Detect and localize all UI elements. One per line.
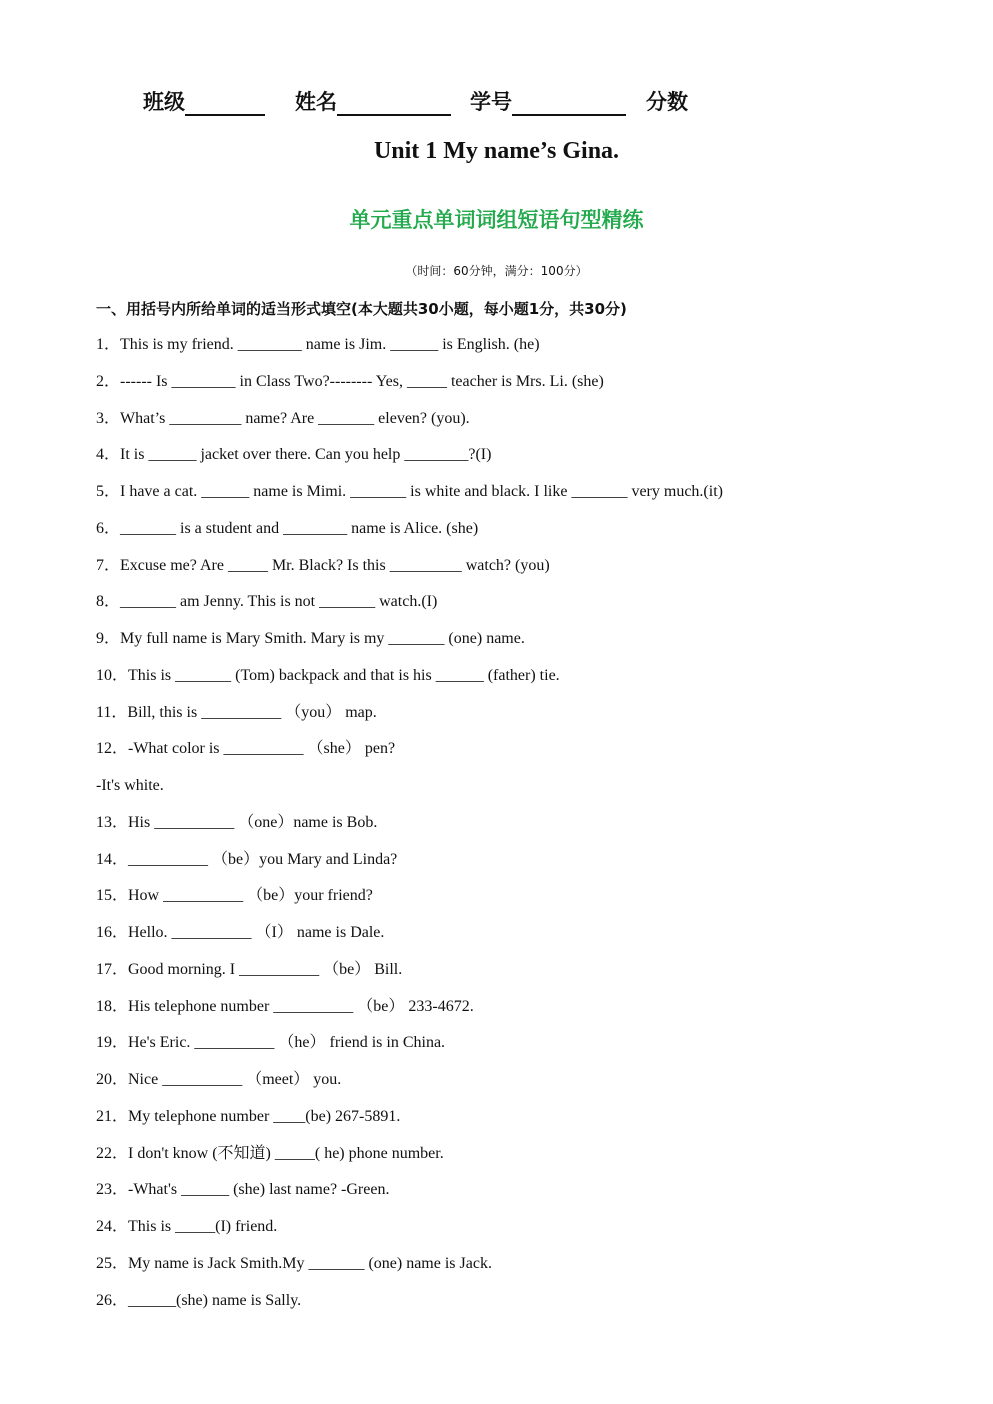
question-item: 21．My telephone number ____(be) 267-5891. <box>96 1107 401 1125</box>
name-label: 姓名 <box>295 90 337 114</box>
question-answer-line: -It's white. <box>96 777 164 794</box>
question-item: 24．This is _____(I) friend. <box>96 1218 278 1235</box>
question-item: 7．Excuse me? Are _____ Mr. Black? Is this _________ watch? (you) <box>96 556 550 574</box>
time-and-score-note: （时间：60分钟，满分：100分） <box>405 264 588 278</box>
question-item: 12．-What color is __________ （she） pen? <box>96 740 396 758</box>
question-item: 6．_______ is a student and ________ name is Alice. (she) <box>96 519 479 537</box>
name-blank <box>337 90 451 116</box>
question-item: 15．How __________ （be）your friend? <box>96 887 373 905</box>
section-1-title: 一、用括号内所给单词的适当形式填空(本大题共30小题，每小题1分，共30分) <box>96 300 627 318</box>
question-item: 1．This is my friend. ________ name is Jim. ______ is English. (he) <box>96 336 540 353</box>
class-label: 班级 <box>143 90 185 114</box>
score-label: 分数 <box>646 90 688 114</box>
question-item: 20．Nice __________ （meet） you. <box>96 1071 342 1088</box>
question-item: 8．_______ am Jenny. This is not _______ watch.(I) <box>96 593 438 611</box>
question-item: 10．This is _______ (Tom) backpack and that is his ______ (father) tie. <box>96 666 560 684</box>
question-item: 4．It is ______ jacket over there. Can you help ________?(I) <box>96 446 492 464</box>
question-item: 18．His telephone number __________ （be） 233-4672. <box>96 997 474 1015</box>
name-field <box>295 86 451 116</box>
unit-title: Unit 1 My name’s Gina. <box>373 138 620 164</box>
question-item: 19．He's Eric. __________ （he） friend is in China. <box>96 1034 446 1052</box>
class-blank <box>185 90 265 116</box>
student-info-header <box>143 86 703 120</box>
student-id-blank <box>512 90 626 116</box>
question-item: 11．Bill, this is __________ （you） map. <box>96 703 377 721</box>
question-item: 25．My name is Jack Smith.My _______ (one) name is Jack. <box>96 1254 492 1272</box>
student-id-field <box>470 86 626 116</box>
score-field <box>646 86 688 116</box>
question-item: 9．My full name is Mary Smith. Mary is my _______ (one) name. <box>96 630 525 647</box>
question-item: 2．------ Is ________ in Class Two?-------- Yes, _____ teacher is Mrs. Li. (she) <box>96 372 604 390</box>
question-item: 13．His __________ （one）name is Bob. <box>96 813 378 831</box>
question-item: 26．______(she) name is Sally. <box>96 1291 302 1309</box>
question-item: 3．What’s _________ name? Are _______ eleven? (you). <box>96 409 470 427</box>
question-item: 5．I have a cat. ______ name is Mimi. _______ is white and black. I like _______ very much.(it) <box>96 483 723 500</box>
worksheet-subtitle: 单元重点单词词组短语句型精练 <box>349 208 644 232</box>
question-list <box>96 331 896 1323</box>
question-item: 22．I don't know (不知道) _____( he) phone number. <box>96 1144 444 1162</box>
question-item: 17．Good morning. I __________ （be） Bill. <box>96 960 403 978</box>
class-field <box>143 86 265 116</box>
question-item: 23．-What's ______ (she) last name? -Green. <box>96 1181 390 1199</box>
student-id-label: 学号 <box>470 90 512 114</box>
question-item: 14．__________ （be）you Mary and Linda? <box>96 850 398 868</box>
question-item: 16．Hello. __________ （I） name is Dale. <box>96 924 385 941</box>
